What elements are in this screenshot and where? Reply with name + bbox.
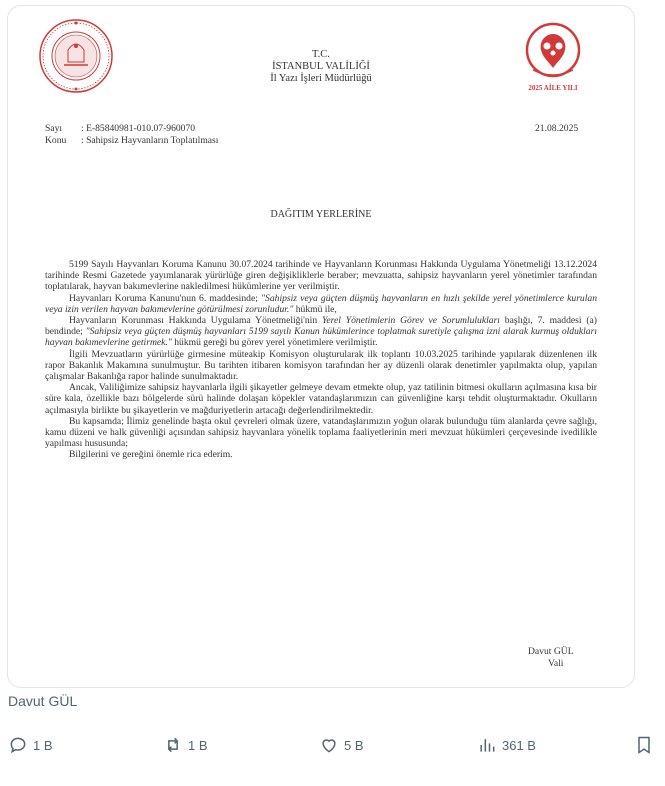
paragraph-2-end: hükmü ile, [293,303,337,315]
paragraph-7: Bilgilerini ve gereğini önemle rica ederim. [69,449,233,461]
like-icon [319,735,339,755]
paragraph-6: Bu kapsamda; İlimiz genelinde başta okul çevreleri olmak üzere, vatandaşlarımızın yoğun olarak bulunduğu tüm alanlarda çevre sağlığı, kamu düzeni ve halk güvenliği açısından sahipsiz hayvanlara yönelik toplama faaliyetlerinin meri mevzuat hükümleri çerçevesinde ivedilikle yapılması hususunda; [45,415,597,450]
reply-icon [8,735,28,755]
header-department: İl Yazı İşleri Müdürlüğü [270,73,372,84]
repost-icon [163,735,183,755]
document [8,6,634,687]
document-date: 21.08.2025 [535,123,579,134]
header-governorship: İSTANBUL VALİLİĞİ [272,61,370,72]
paragraph-2 [45,293,597,315]
bookmark-button[interactable] [634,728,654,762]
reply-button[interactable] [8,728,53,762]
document-body [45,259,597,461]
paragraph-3-quote: "Sahipsiz veya güçten düşmüş hayvanları 5199 sayılı Kanun hükümlerince toplatmak suretiyle çalışma izni alarak kurmuş oldukları hayvan bakımevlerine getirmek." [45,326,597,349]
document-image-card[interactable] [7,5,635,688]
paragraph-3-intro: Hayvanların Korunması Hakkında Uygulama Yönetmeliği'nin [69,315,322,327]
bookmark-icon [634,735,654,755]
sayi-value: : E-85840981-010.07-960070 [81,123,196,134]
paragraph-3 [45,315,597,349]
signature-title: Vali [548,658,564,669]
paragraph-2-quote: "Sahipsiz veya güçten düşmüş hayvanların en hızlı şekilde yerel yönetimlerce kurulan veya izin verilen hayvan bakımevlerine götürülmesi zorunludur." [45,292,597,315]
aile-yili-caption: 2025 AİLE YILI [528,84,578,92]
like-button[interactable] [319,728,364,762]
views-button[interactable] [477,728,536,762]
paragraph-5: Ancak, Valiliğimize sahipsiz hayvanlarla ilgili şikayetler gelmeye devam etmekte olup, yaz tatilinin bitmesi okulların açılmasına kısa bir süre kala, özellikle bazı bölgelerde sürü halinde dolaşan köpekler vatandaşlarımızın can güvenliğine karşı tehdit oluşturmaktadır. Okulların açılmasıyla birlikte bu şikayetlerin ve mağduriyetlerin artacağı değerlendirilmektedir. [45,382,597,416]
paragraph-4: İlgili Mevzuatların yürürlüğe girmesine müteakip Komisyon oluşturularak ilk toplantı 10.03.2025 tarihinde yapılarak düzenlenen ilk rapor Bakanlık Makamına sunulmuştur. Bu tarihten itibaren komisyon tarafından her ay düzenli olarak denetimler yapılmakta olup, yapılan çalışmalar Bakanlığa rapor halinde sunulmaktadır. [45,348,597,383]
reply-count: 1 B [33,737,53,753]
views-count: 361 B [502,737,536,753]
sayi-label: Sayı [45,123,63,134]
post-author-name[interactable]: Davut GÜL [8,693,78,709]
signature-name: Davut GÜL [528,646,574,657]
paragraph-3-title: Yerel Yönetimlerin Görev ve Sorumlulukları [321,315,500,327]
like-count: 5 B [344,737,364,753]
post-action-bar [0,728,665,762]
repost-count: 1 B [188,737,208,753]
konu-value: : Sahipsiz Hayvanların Toplatılması [81,135,219,146]
distribution-heading: DAĞITIM YERLERİNE [270,209,372,220]
repost-button[interactable] [163,728,208,762]
header-tc: T.C. [312,49,330,60]
konu-label: Konu [45,135,67,146]
paragraph-3-mid: başlığı, 7. maddesi (a) bendinde; [45,315,598,338]
paragraph-1: 5199 Sayılı Hayvanları Koruma Kanunu 30.07.2024 tarihinde ve Hayvanların Korunması Hakkında Uygulama Yönetmeliği 13.12.2024 tarihinde Resmi Gazetede yayımlanarak yürürlüğe giren değişikliklerle beraber; mevzuatta, sahipsiz hayvanların yerel yönetimler tarafından toplatılarak, hayvan bakımevlerine nakledilmesi hükümlerine yer verilmiştir. [45,259,597,293]
paragraph-3-end: hükmü gereği bu görev yerel yönetimlere verilmiştir. [171,337,378,349]
paragraph-2-intro: Hayvanları Koruma Kanunu'nun 6. maddesinde; [69,292,262,304]
views-icon [477,735,497,755]
aile-yili-2025-logo-icon [521,20,585,94]
